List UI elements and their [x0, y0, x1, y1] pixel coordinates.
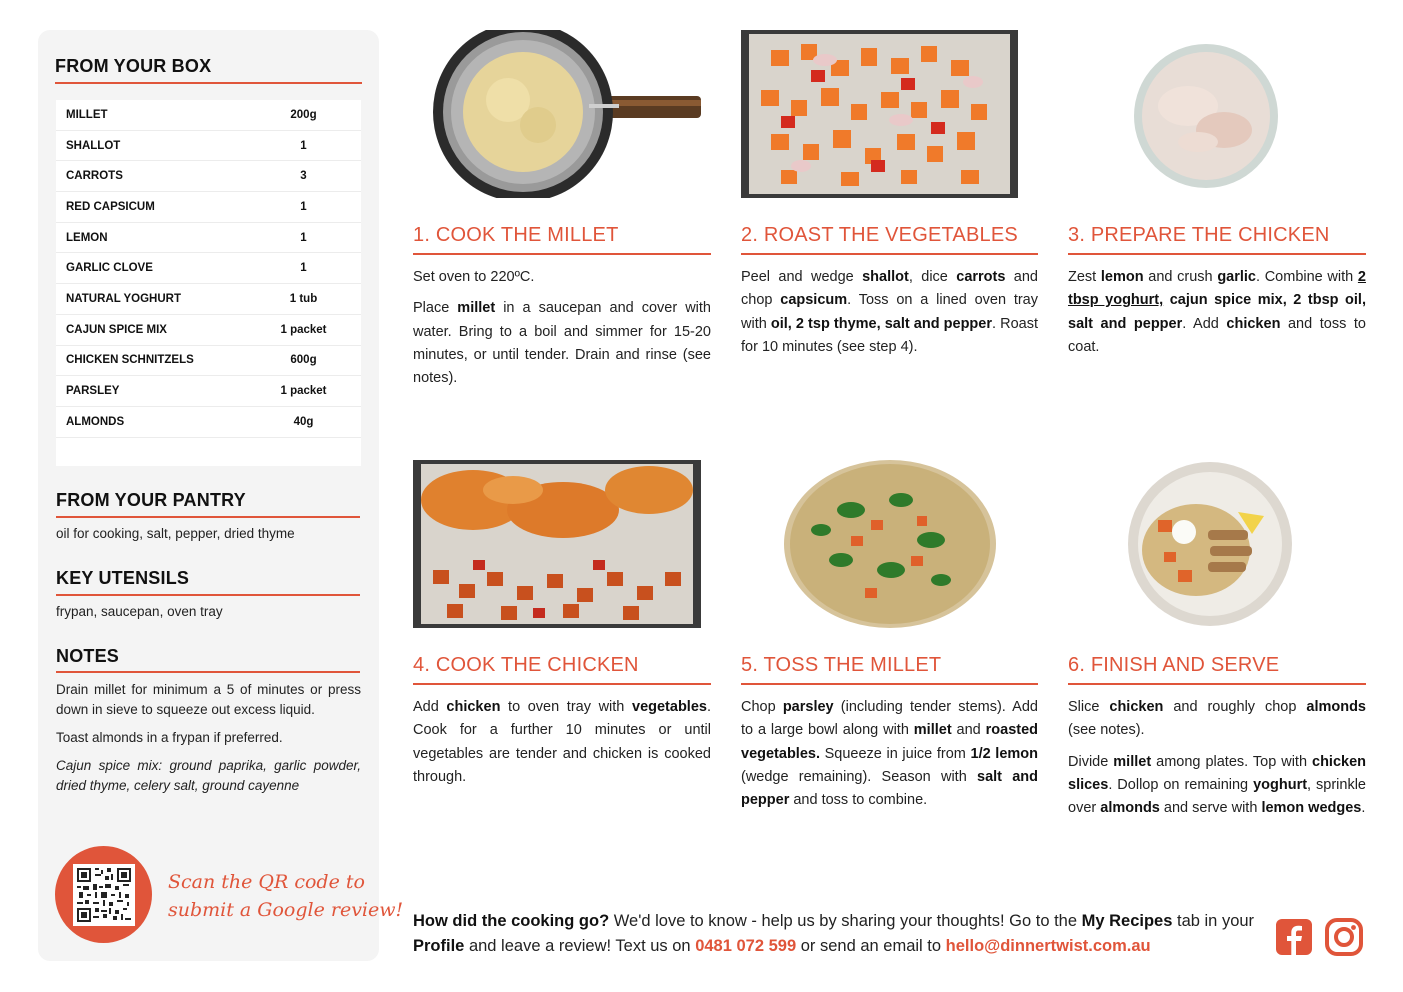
ingredient-name: NATURAL YOGHURT	[66, 292, 181, 305]
divider	[56, 671, 360, 673]
pantry-text: oil for cooking, salt, pepper, dried thyme	[56, 526, 295, 541]
footer-text: and leave a review! Text us on	[464, 937, 696, 955]
utensils-text: frypan, saucepan, oven tray	[56, 604, 223, 619]
pantry-title: FROM YOUR PANTRY	[56, 490, 246, 510]
step-paragraph: Zest lemon and crush garlic. Combine with 2 tbsp yoghurt, cajun spice mix, 2 tbsp oil, salt and pepper. Add chicken and toss to coat.	[1068, 269, 1366, 355]
step-3-image	[1068, 30, 1366, 198]
my-recipes-link[interactable]: My Recipes	[1081, 912, 1173, 930]
footer-text: or send an email to	[796, 937, 946, 955]
review-footer	[413, 909, 1263, 959]
ingredient-name: RED CAPSICUM	[66, 200, 155, 213]
ingredient-qty: 600g	[290, 354, 317, 367]
ingredient-row	[56, 161, 361, 192]
ingredient-name: CAJUN SPICE MIX	[66, 323, 167, 336]
step-2-title: 2. ROAST THE VEGETABLES	[741, 224, 1018, 246]
step-6-image	[1068, 460, 1366, 628]
divider	[1068, 683, 1366, 685]
ingredient-row	[56, 407, 361, 438]
qr-code-icon[interactable]	[73, 864, 135, 926]
ingredient-row	[56, 376, 361, 407]
divider	[741, 683, 1038, 685]
ingredient-row	[56, 100, 361, 131]
step-paragraph: Divide millet among plates. Top with chicken slices. Dollop on remaining yoghurt, sprinkle over almonds and serve with lemon wedges.	[1068, 753, 1366, 817]
ingredient-row	[56, 346, 361, 377]
note-3: Cajun spice mix: ground paprika, garlic powder, dried thyme, celery salt, ground cayenne	[56, 758, 361, 793]
qr-caption-line: submit a Google review!	[168, 899, 404, 921]
qr-caption	[168, 868, 403, 924]
email-link[interactable]: hello@dinnertwist.com.au	[945, 937, 1151, 955]
ingredient-row	[56, 131, 361, 162]
ingredient-qty: 1	[300, 139, 307, 152]
ingredient-name: PARSLEY	[66, 385, 120, 398]
divider	[55, 82, 362, 84]
ingredient-qty: 200g	[290, 108, 317, 121]
divider	[56, 594, 360, 596]
ingredient-name: GARLIC CLOVE	[66, 262, 153, 275]
step-paragraph: Set oven to 220ºC.	[413, 269, 535, 285]
divider	[1068, 253, 1366, 255]
step-6-body	[1068, 696, 1366, 828]
step-1-body	[413, 266, 711, 398]
facebook-icon[interactable]	[1275, 918, 1313, 956]
step-4-title: 4. COOK THE CHICKEN	[413, 654, 639, 676]
notes-title: NOTES	[56, 646, 120, 666]
footer-text: tab in your	[1172, 912, 1255, 930]
step-1-title: 1. COOK THE MILLET	[413, 224, 619, 246]
step-5-body	[741, 696, 1038, 820]
box-title: FROM YOUR BOX	[55, 56, 212, 76]
ingredient-row	[56, 192, 361, 223]
step-paragraph: Peel and wedge shallot, dice carrots and chop capsicum. Toss on a lined oven tray with oil, 2 tsp thyme, salt and pepper. Roast for 10 minutes (see step 4).	[741, 269, 1038, 355]
ingredient-qty: 40g	[293, 415, 314, 428]
ingredient-qty: 1	[300, 231, 307, 244]
ingredient-qty: 1	[300, 262, 307, 275]
step-paragraph: Chop parsley (including tender stems). Add to a large bowl along with millet and roasted vegetables. Squeeze in juice from 1/2 lemon (wedge remaining). Season with salt and pepper and toss to combine.	[741, 699, 1039, 809]
ingredient-qty: 1 tub	[289, 292, 318, 305]
divider	[413, 683, 711, 685]
step-2-image	[741, 30, 1018, 198]
step-5-title: 5. TOSS THE MILLET	[741, 654, 942, 676]
step-6-title: 6. FINISH AND SERVE	[1068, 654, 1280, 676]
phone-link[interactable]: 0481 072 599	[695, 937, 797, 955]
step-4-image	[413, 460, 701, 628]
footer-question: How did the cooking go?	[413, 912, 610, 930]
ingredient-qty: 1 packet	[280, 323, 327, 336]
footer-text: We'd love to know - help us by sharing your thoughts! Go to the	[609, 912, 1082, 930]
ingredient-name: CARROTS	[66, 170, 123, 183]
step-3-body	[1068, 266, 1366, 367]
ingredient-name: MILLET	[66, 108, 108, 121]
ingredient-row	[56, 253, 361, 284]
ingredient-name: LEMON	[66, 231, 108, 244]
utensils-title: KEY UTENSILS	[56, 568, 190, 588]
step-paragraph: Place millet in a saucepan and cover with water. Bring to a boil and simmer for 15-20 minutes, or until tender. Drain and rinse (see notes).	[413, 300, 711, 387]
ingredient-row	[56, 284, 361, 315]
ingredients-table	[56, 100, 361, 466]
step-5-image	[741, 460, 1039, 628]
step-2-body	[741, 266, 1038, 367]
divider	[413, 253, 711, 255]
ingredient-qty: 1	[300, 200, 307, 213]
instagram-icon[interactable]	[1325, 918, 1363, 956]
ingredient-row	[56, 315, 361, 346]
ingredient-qty: 3	[300, 170, 307, 183]
ingredient-name: ALMONDS	[66, 415, 125, 428]
step-3-title: 3. PREPARE THE CHICKEN	[1068, 224, 1330, 246]
divider	[741, 253, 1038, 255]
step-paragraph: Add chicken to oven tray with vegetables. Cook for a further 10 minutes or until vegetables are tender and chicken is cooked through.	[413, 699, 711, 785]
step-paragraph: Slice chicken and roughly chop almonds (see notes).	[1068, 699, 1366, 739]
step-1-image	[413, 30, 711, 198]
ingredient-name: CHICKEN SCHNITZELS	[66, 354, 194, 367]
note-1: Drain millet for minimum a 5 of minutes or press down in sieve to squeeze out excess liquid.	[56, 682, 361, 717]
ingredient-row	[56, 223, 361, 254]
ingredient-qty: 1 packet	[280, 385, 327, 398]
divider	[56, 516, 360, 518]
qr-caption-line: Scan the QR code to	[168, 871, 365, 893]
profile-link[interactable]: Profile	[413, 937, 465, 955]
step-4-body	[413, 696, 711, 797]
ingredient-name: SHALLOT	[66, 139, 121, 152]
note-2: Toast almonds in a frypan if preferred.	[56, 730, 283, 745]
